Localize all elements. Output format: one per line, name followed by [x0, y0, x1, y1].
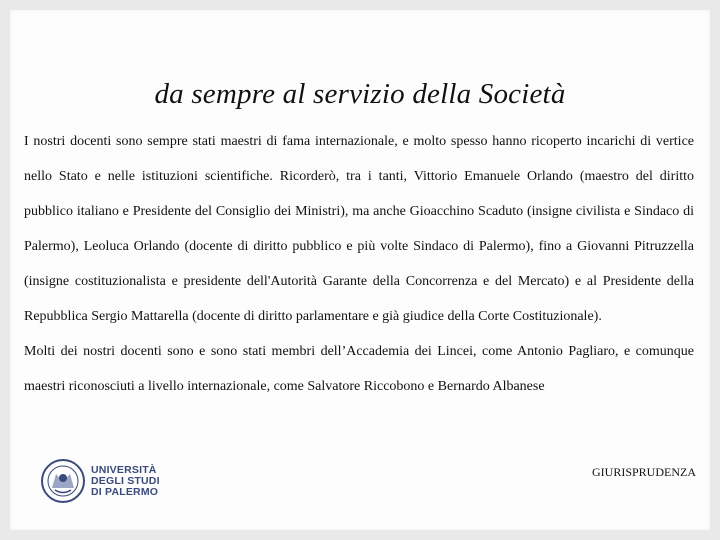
body-paragraph: I nostri docenti sono sempre stati maestri di fama internazionale, e molto spesso hanno ricoperto incarichi di vertice nello Stato e nelle istituzioni scientifiche. Ricorderò, tra i tanti, Vittorio Emanuele Orlando (maestro del diritto pubblico italiano e Presidente del Consiglio dei Ministri), ma anche Gioacchino Scaduto (insigne civilista e Sindaco di Palermo), Leoluca Orlando (docente di diritto pubblico e più volte Sindaco di Palermo), fino a Giovanni Pitruzzella (insigne costituzionalista e presidente dell'Autorità Garante della Concorrenza e del Mercato) e al Presidente della Repubblica Sergio Mattarella (docente di diritto parlamentare e già giudice della Corte Costituzionale).: [24, 134, 694, 324]
university-logo: [40, 457, 170, 505]
slide-body: [24, 124, 694, 404]
slide-title: da sempre al servizio della Società: [154, 78, 566, 110]
logo-line: DEGLI STUDI: [91, 474, 160, 487]
logo-line: UNIVERSITÀ: [91, 463, 157, 476]
logo-line: DI PALERMO: [91, 485, 159, 498]
body-paragraph: Molti dei nostri docenti sono e sono stati membri dell’Accademia dei Lincei, come Antonio Pagliaro, e comunque maestri riconosciuti a livello internazionale, come Salvatore Riccobono e Bernardo Albanese: [24, 344, 694, 394]
department-label: GIURISPRUDENZA: [591, 465, 696, 479]
logo-wordmark: [91, 465, 160, 498]
university-seal-icon: [40, 458, 86, 504]
